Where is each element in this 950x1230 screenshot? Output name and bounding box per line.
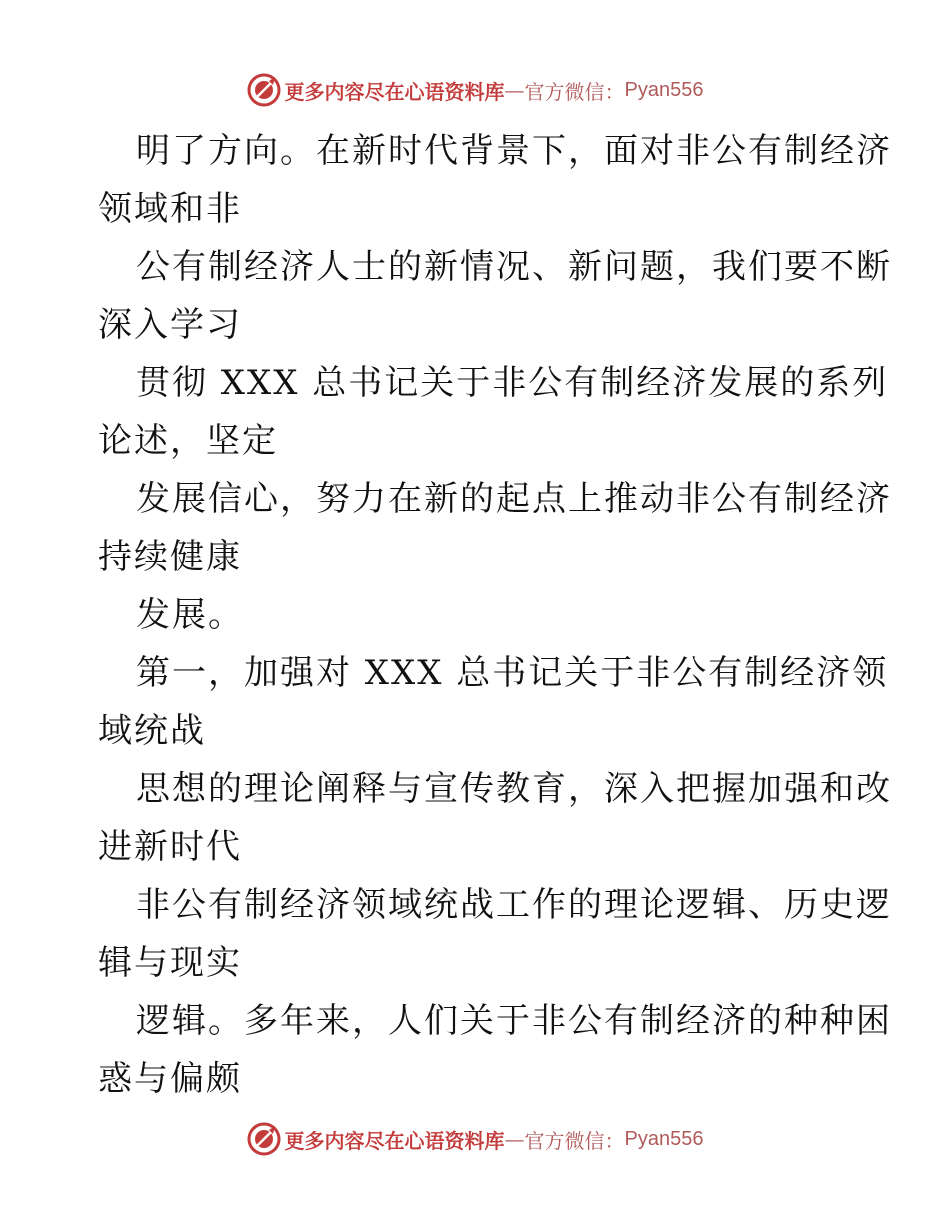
paragraph-line: 领域和非: [98, 189, 242, 229]
paragraph: [98, 992, 892, 1108]
paragraph-line: 深入学习: [98, 305, 242, 345]
paragraph: [98, 644, 889, 760]
seal-logo-icon: [247, 1122, 281, 1156]
banner-brand-text: 更多内容尽在心语资料库: [284, 1128, 505, 1153]
paragraph: [98, 760, 892, 876]
banner-wechat-id: Pyan556: [624, 78, 704, 101]
header-banner: [0, 70, 950, 110]
paragraph-line: 公有制经济人士的新情况、新问题，我们要不断: [136, 247, 892, 287]
paragraph-line: 发展。: [136, 595, 244, 635]
paragraph: [98, 354, 889, 470]
paragraph: [98, 470, 892, 586]
paragraph-line: 进新时代: [98, 827, 242, 867]
paragraph-line: 逻辑。多年来，人们关于非公有制经济的种种困: [136, 1001, 892, 1041]
paragraph-line: 持续健康: [98, 537, 242, 577]
paragraph-line: 辑与现实: [98, 943, 242, 983]
paragraph-line: 贯彻 XXX 总书记关于非公有制经济发展的系列: [136, 363, 889, 403]
paragraph-line: 发展信心，努力在新的起点上推动非公有制经济: [136, 479, 892, 519]
banner-wechat-label: 官方微信：: [524, 79, 625, 104]
paragraph-line: 论述，坚定: [98, 421, 278, 461]
paragraph-line: 第一，加强对 XXX 总书记关于非公有制经济领: [136, 653, 889, 693]
paragraph: [98, 238, 892, 354]
banner-wechat-id: Pyan556: [624, 1127, 704, 1150]
paragraph-line: 惑与偏颇: [98, 1059, 242, 1099]
seal-logo-icon: [247, 73, 281, 107]
paragraph: [98, 876, 892, 992]
footer-banner: [0, 1119, 950, 1159]
banner-dash: —: [504, 1127, 525, 1151]
paragraph-line: 非公有制经济领域统战工作的理论逻辑、历史逻: [136, 885, 892, 925]
banner-dash: —: [504, 78, 525, 102]
paragraph: [98, 586, 858, 644]
banner-brand-text: 更多内容尽在心语资料库: [284, 79, 505, 104]
document-body: [98, 122, 892, 1108]
paragraph-line: 思想的理论阐释与宣传教育，深入把握加强和改: [136, 769, 892, 809]
paragraph-line: 明了方向。在新时代背景下，面对非公有制经济: [136, 131, 892, 171]
banner-wechat-label: 官方微信：: [524, 1128, 625, 1153]
paragraph-line: 域统战: [98, 711, 206, 751]
paragraph: [98, 122, 892, 238]
